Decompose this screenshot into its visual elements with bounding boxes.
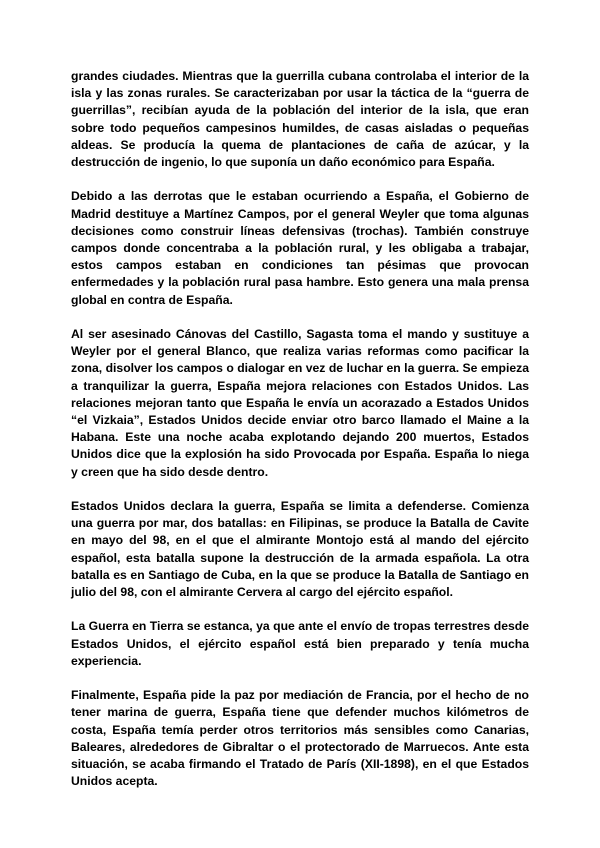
paragraph-weyler: Debido a las derrotas que le estaban ocurriendo a España, el Gobierno de Madrid destituye a Martínez Campos, por el general Weyler que toma algunas decisiones como construir líneas defensivas (trochas). También construye campos donde concentraba a la población rural, y les obligaba a trabajar, estos campos estaban en condiciones tan pésimas que provocan enfermedades y la población rural pasa hambre. Esto genera una mala prensa global en contra de España. xyxy=(71,189,529,307)
paragraph-sagasta-maine: Al ser asesinado Cánovas del Castillo, Sagasta toma el mando y sustituye a Weyler por el general Blanco, que realiza varias reformas como pacificar la zona, disolver los campos o dialogar en vez de luchar en la guerra. Se empieza a tranquilizar la guerra, España mejora relaciones con Estados Unidos. Las relaciones mejoran tanto que España le envía un acorazado a Estados Unidos “el Vizkaia”, Estados Unidos decide enviar otro barco llamado el Maine a la Habana. Este una noche acaba explotando dejando 200 muertos, Estados Unidos dice que la explosión ha sido Provocada por España. España lo niega y creen que ha sido desde dentro. xyxy=(71,327,529,479)
paragraph-land-war: La Guerra en Tierra se estanca, ya que ante el envío de tropas terrestres desde Estados Unidos, el ejército español está bien preparado y tenía mucha experiencia. xyxy=(71,619,529,668)
document-page xyxy=(71,68,529,808)
paragraph-naval-war: Estados Unidos declara la guerra, España se limita a defenderse. Comienza una guerra por mar, dos batallas: en Filipinas, se produce la Batalla de Cavite en mayo del 98, en el que el almirante Montojo está al mando del ejército español, esta batalla supone la destrucción de la armada española. La otra batalla es en Santiago de Cuba, en la que se produce la Batalla de Santiago en julio del 98, con el almirante Cervera al cargo del ejército español. xyxy=(71,499,529,600)
paragraph-peace-treaty: Finalmente, España pide la paz por mediación de Francia, por el hecho de no tener marina de guerra, España tiene que defender muchos kilómetros de costa, España temía perder otros territorios más sensibles como Canarias, Baleares, alrededores de Gibraltar o el protectorado de Marruecos. Ante esta situación, se acaba firmando el Tratado de París (XII-1898), en el que Estados Unidos acepta. xyxy=(71,688,529,789)
paragraph-guerrilla-tactics: grandes ciudades. Mientras que la guerrilla cubana controlaba el interior de la isla y las zonas rurales. Se caracterizaban por usar la táctica de la “guerra de guerrillas”, recibían ayuda de la población del interior de la isla, que eran sobre todo pequeños campesinos humildes, de casas aisladas o pequeñas aldeas. Se producía la quema de plantaciones de caña de azúcar, y la destrucción de ingenio, lo que suponía un daño económico para España. xyxy=(71,69,529,170)
